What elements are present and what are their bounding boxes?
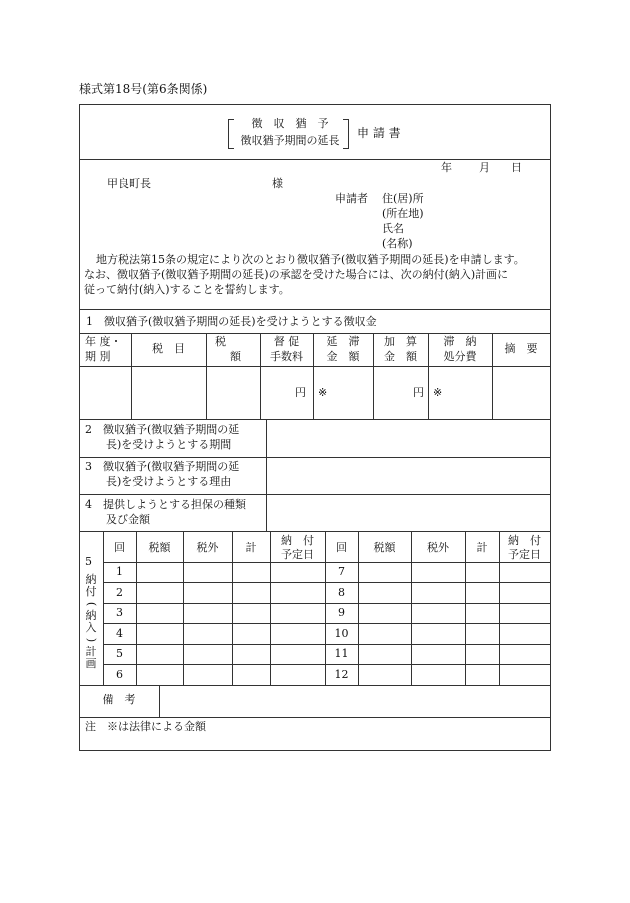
s5-row-line-3 [103, 623, 551, 624]
title-option-1: 徴 収 猶 予 [251, 117, 329, 130]
footnote: 注 ※は法律による金額 [85, 720, 206, 733]
header-kasan-b: 金 額 [384, 350, 417, 363]
title-suffix: 申 請 書 [357, 126, 401, 140]
section-5-vertical-label [79, 574, 103, 670]
remarks-bottom-line [79, 717, 551, 718]
header-entai-b: 金 額 [326, 350, 360, 363]
header-taino-b: 処分費 [443, 350, 477, 363]
s5-row-line-2 [103, 603, 551, 604]
section-5-vertical-char: ( [85, 601, 98, 607]
frame-top [79, 104, 551, 105]
body-text-line-3: 従って納付(納入)することを誓約します。 [84, 283, 290, 296]
body-divider [79, 309, 551, 310]
s5-header-yotei-b-left: 予定日 [281, 548, 314, 561]
s5-row-num-right: 9 [338, 606, 345, 619]
s2-4-divider-vertical [266, 419, 267, 531]
remarks-label: 備 考 [102, 693, 136, 706]
s5-header-zeigaku-right: 税額 [373, 541, 396, 554]
form-number-label: 様式第18号(第6条関係) [79, 82, 208, 96]
section-5-number: 5 [85, 555, 92, 568]
header-entai-a: 延 滞 [326, 335, 360, 348]
applicant-address-alt-label: (所在地) [382, 207, 424, 220]
s5-row-num-left: 3 [116, 606, 123, 619]
section-5-vertical-char: 画 [85, 657, 97, 670]
addressee-name: 甲良町長 [107, 177, 151, 190]
frame-bottom [79, 750, 551, 751]
s5-row-line-1 [103, 582, 551, 583]
header-tekiyo: 摘 要 [504, 342, 538, 355]
s5-header-kei-left: 計 [245, 541, 257, 554]
section-5-vertical-char: ) [85, 637, 98, 643]
s5-row-num-right: 7 [338, 565, 345, 578]
yen-unit-1: 円 [295, 386, 306, 399]
header-nendo-a: 年 度・ [85, 335, 122, 348]
section-2-line-1: 2 徴収猶予(徴収猶予期間の延 [85, 423, 240, 436]
addressee-honorific: 様 [272, 177, 283, 190]
body-text-line-1: 地方税法第15条の規定により次のとおり徴収猶予(徴収猶予期間の延長)を申請します。 [96, 253, 525, 266]
section-5-vertical-char: 付 [85, 585, 97, 598]
s5-header-yotei-a-left: 納 付 [281, 534, 314, 547]
section-1-bottom-divider [79, 419, 551, 420]
s5-row-num-right: 11 [334, 647, 349, 660]
header-zeigaku-b: 額 [230, 350, 241, 363]
s5-row-num-left: 4 [116, 627, 123, 640]
s5-header-yotei-b-right: 予定日 [508, 548, 541, 561]
section-1-header-divider [79, 366, 551, 367]
statutory-mark-2: ※ [433, 386, 443, 399]
statutory-mark-1: ※ [318, 386, 328, 399]
section-1-title-divider [79, 333, 551, 334]
header-taino-a: 滞 納 [443, 335, 477, 348]
title-divider [79, 159, 551, 160]
s5-bottom-line [79, 685, 551, 686]
date-year: 年 [441, 161, 452, 174]
section-3-line-1: 3 徴収猶予(徴収猶予期間の延 [85, 460, 240, 473]
section-5-vertical-char: 計 [85, 645, 97, 658]
body-text-line-2: なお、徴収猶予(徴収猶予期間の延長)の承認を受けた場合には、次の納付(納入)計画に [84, 268, 509, 281]
s5-row-num-left: 6 [116, 668, 123, 681]
s5-header-kei-right: 計 [476, 541, 488, 554]
header-tokusoku-b: 手数料 [270, 350, 303, 363]
applicant-address-label: 住(居)所 [382, 192, 424, 205]
s5-header-kai-right: 回 [336, 541, 347, 554]
section-3-divider [79, 494, 551, 495]
section-4-line-2: 及び金額 [106, 513, 150, 526]
section-5-vertical-char: 入 [85, 621, 97, 634]
s5-row-num-right: 10 [334, 627, 349, 640]
header-nendo-b: 期 別 [85, 350, 111, 363]
section-2-divider [79, 457, 551, 458]
s5-header-zeigai-left: 税外 [196, 541, 219, 554]
applicant-label: 申請者 [335, 192, 368, 205]
header-zeimoku: 税 目 [152, 342, 185, 355]
remarks-divider [159, 685, 160, 717]
applicant-name-alt-label: (名称) [382, 237, 413, 250]
s5-row-num-left: 5 [116, 647, 123, 660]
s5-row-num-right: 8 [338, 586, 345, 599]
applicant-name-label: 氏名 [382, 222, 404, 235]
date-month: 月 [479, 161, 490, 174]
section-5-vertical-char: 納 [85, 609, 97, 622]
date-day: 日 [511, 161, 522, 174]
s5-header-zeigai-right: 税外 [427, 541, 449, 554]
s5-header-kai-left: 回 [114, 541, 125, 554]
s5-row-num-left: 2 [116, 586, 123, 599]
header-tokusoku-a: 督 促 [273, 335, 300, 348]
s5-row-line-0 [103, 562, 551, 563]
s5-row-line-5 [103, 664, 551, 665]
section-4-divider [79, 531, 551, 532]
frame-right [550, 104, 551, 750]
title-bracket-right [343, 119, 349, 149]
section-1-title: 1 徴収猶予(徴収猶予期間の延長)を受けようとする徴収金 [86, 315, 377, 328]
s5-row-line-4 [103, 644, 551, 645]
title-option-2: 徴収猶予期間の延長 [240, 134, 340, 147]
header-kasan-a: 加 算 [384, 335, 417, 348]
section-3-line-2: 長)を受けようとする理由 [106, 475, 232, 488]
s5-header-zeigaku-left: 税額 [148, 541, 171, 554]
yen-unit-2: 円 [413, 386, 424, 399]
s1-col-line-2 [206, 333, 207, 419]
s5-row-num-right: 12 [334, 668, 349, 681]
section-5-vertical-char: 納 [85, 573, 97, 586]
s5-header-yotei-a-right: 納 付 [508, 534, 541, 547]
s5-row-num-left: 1 [116, 565, 123, 578]
section-4-line-1: 4 提供しようとする担保の種類 [85, 498, 246, 511]
section-2-line-2: 長)を受けようとする期間 [106, 438, 232, 451]
header-zeigaku-a: 税 [215, 335, 226, 348]
